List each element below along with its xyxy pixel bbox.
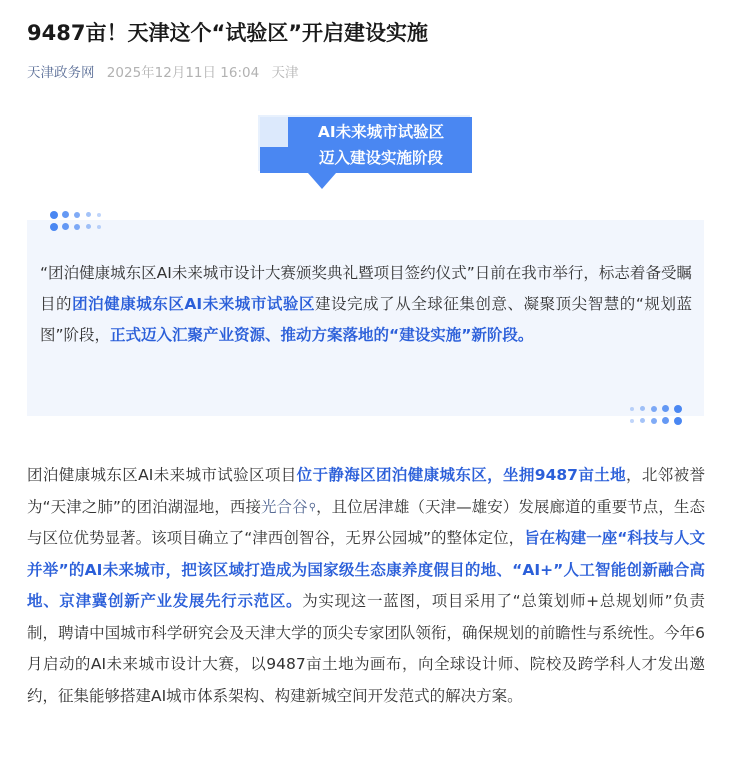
body-text-4: 为实现这一蓝图，项目采用了“总策划师+总规划师”负责制，聘请中国城市科学研究会及天津大学的顶尖专家团队领衔，确保规划的前瞻性与系统性。今年6月启动的AI未来城市设计大赛，以9487亩土地为画布，向全球设计师、院校及跨学科人才发出邀约，征集能够搭建AI城市体系架构、构建新城空间开发范式的解决方案。	[27, 592, 705, 705]
body-text-1: 团泊健康城东区AI未来城市试验区项目	[27, 466, 297, 484]
body-text-3: ，且位居津雄（天津—雄安）发展廊道的重要节点，生态与区位优势显著。该项目确立了“津西创智谷，无界公园城”的整体定位，	[27, 497, 705, 547]
publish-time: 2025年12月11日 16:04	[106, 65, 260, 81]
banner-line-2: 迈入建设实施阶段	[318, 149, 443, 167]
body-paragraph	[27, 460, 705, 712]
publish-location: 天津	[271, 65, 299, 81]
body-highlight-1: 位于静海区团泊健康城东区，坐拥9487亩土地	[296, 466, 626, 484]
body-highlight-2: 旨在构建一座“科技与人文并举”的AI未来城市，把该区域打造成为国家级生态康养度假目的地、“AI+”人工智能创新融合高地、京津冀创新产业发展先行示范区。	[27, 529, 705, 610]
banner-tab-decoration	[260, 117, 288, 147]
banner-arrow-icon	[308, 173, 336, 189]
quote-paragraph	[40, 258, 692, 351]
article-meta	[27, 63, 299, 83]
keyword-link[interactable]: 光合谷	[261, 497, 308, 516]
banner-line-1: AI未来城市试验区	[317, 123, 445, 141]
quote-text-2: 建设完成了从全球征集创意、凝聚顶尖智慧的“规划蓝图”阶段，	[40, 295, 692, 344]
article-title: 9487亩！天津这个“试验区”开启建设实施	[27, 21, 429, 45]
source-link[interactable]: 天津政务网	[27, 65, 95, 81]
quote-highlight-2: 正式迈入汇聚产业资源、推动方案落地的“建设实施”新阶段。	[110, 326, 534, 344]
search-icon[interactable]: ⚲	[308, 501, 317, 513]
quote-text-1: “团泊健康城东区AI未来城市设计大赛颁奖典礼暨项目签约仪式”日前在我市举行，标志着备受瞩目的	[40, 264, 692, 313]
section-banner	[260, 117, 472, 173]
quote-highlight-1: 团泊健康城东区AI未来城市试验区	[72, 295, 315, 313]
body-text-2: ，北邻被誉为“天津之肺”的团泊湖湿地，西接	[27, 466, 705, 516]
